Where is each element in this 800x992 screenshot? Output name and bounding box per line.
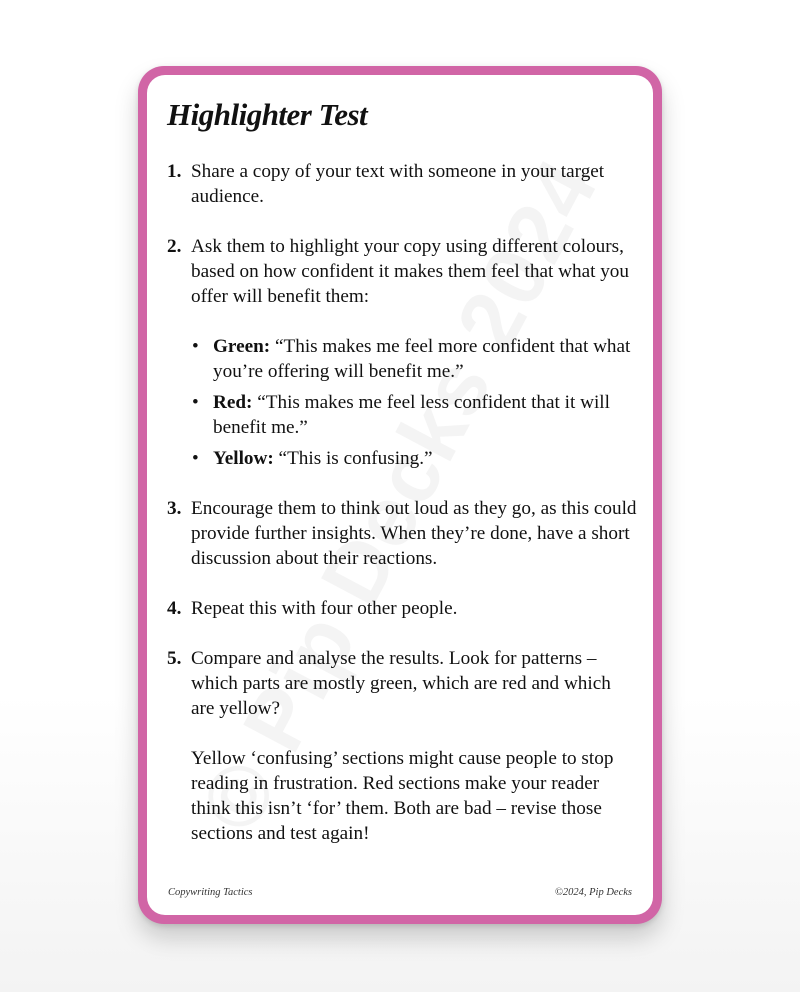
- step-number: 5.: [167, 648, 182, 669]
- highlight-colour-list: [191, 334, 637, 471]
- step-2: [167, 234, 637, 471]
- footer-copyright: ©2024, Pip Decks: [554, 887, 632, 898]
- bullet-marker: •: [192, 336, 199, 357]
- bullet-term: Yellow:: [213, 448, 274, 469]
- step-number: 4.: [167, 598, 182, 619]
- bullet-yellow: [191, 446, 637, 471]
- bullet-text: “This makes me feel more confident that what you’re offering will benefit me.”: [213, 336, 631, 382]
- step-text: Yellow ‘confusing’ sections might cause people to stop reading in frustration. Red sections make your reader think this isn’t ‘for’ them. Both are bad – revise those sections and test again!: [191, 748, 614, 844]
- steps-list: [167, 159, 637, 871]
- bullet-term: Red:: [213, 392, 253, 413]
- step-1: [167, 159, 637, 209]
- bullet-marker: •: [192, 392, 199, 413]
- step-5: [167, 646, 637, 846]
- card-face: [147, 75, 653, 915]
- bullet-red: [191, 390, 637, 440]
- step-text: Compare and analyse the results. Look for patterns – which parts are mostly green, which are red and which are yellow?: [191, 648, 611, 719]
- footer-deck-name: Copywriting Tactics: [168, 887, 253, 898]
- step-text: Share a copy of your text with someone in your target audience.: [191, 161, 605, 207]
- bullet-marker: •: [192, 448, 199, 469]
- step-3: [167, 496, 637, 571]
- step-number: 3.: [167, 498, 182, 519]
- step-text: Repeat this with four other people.: [191, 598, 458, 619]
- bullet-green: [191, 334, 637, 384]
- step-text: Ask them to highlight your copy using different colours, based on how confident it makes them feel that what you offer will benefit them:: [191, 236, 629, 307]
- step-number: 1.: [167, 161, 182, 182]
- bullet-term: Green:: [213, 336, 271, 357]
- card-title: Highlighter Test: [167, 97, 368, 132]
- step-4: [167, 596, 637, 621]
- step-number: 2.: [167, 236, 182, 257]
- bullet-text: “This makes me feel less confident that it will benefit me.”: [213, 392, 610, 438]
- card: [138, 66, 662, 924]
- step-text: Encourage them to think out loud as they go, as this could provide further insights. When they’re done, have a short discussion about their reactions.: [191, 498, 637, 569]
- bullet-text: “This is confusing.”: [273, 448, 433, 469]
